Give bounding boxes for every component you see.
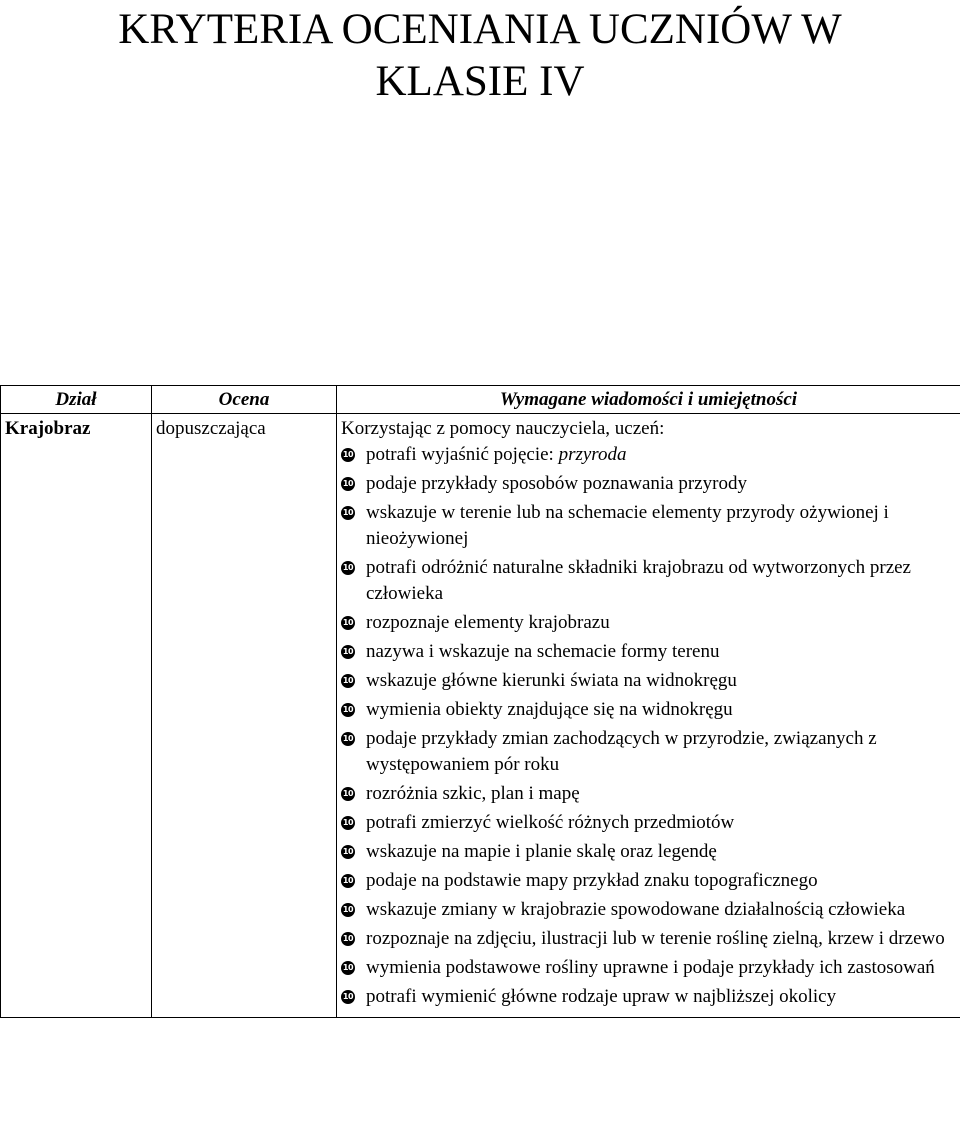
list-item — [341, 610, 960, 636]
list-item — [341, 500, 960, 552]
list-item — [341, 442, 960, 468]
criteria-table — [0, 385, 960, 1018]
bullet-icon: 10 — [341, 990, 355, 1004]
list-item-text: wskazuje zmiany w krajobrazie spowodowane działalnością człowieka — [366, 899, 906, 920]
bullet-icon: 10 — [341, 961, 355, 975]
table-row — [1, 414, 960, 1018]
list-item-text: potrafi odróżnić naturalne składniki krajobrazu od wytworzonych przez człowieka — [366, 557, 911, 604]
list-item — [341, 555, 960, 607]
list-item-text: potrafi wyjaśnić pojęcie: — [366, 444, 559, 465]
bullet-icon: 10 — [341, 932, 355, 946]
bullet-icon: 10 — [341, 506, 355, 520]
list-item — [341, 839, 960, 865]
list-item-text: wskazuje na mapie i planie skalę oraz legendę — [366, 841, 717, 862]
bullet-icon: 10 — [341, 616, 355, 630]
bullet-icon: 10 — [341, 787, 355, 801]
list-item — [341, 697, 960, 723]
header-ocena: Ocena — [152, 386, 337, 414]
list-item-text: potrafi wymienić główne rodzaje upraw w najbliższej okolicy — [366, 986, 837, 1007]
title-line-2: KLASIE IV — [375, 58, 585, 105]
list-item-emphasis: przyroda — [558, 444, 627, 465]
cell-ocena: dopuszczająca — [152, 414, 337, 1018]
list-item — [341, 868, 960, 894]
list-item — [341, 955, 960, 981]
list-item — [341, 897, 960, 923]
list-item-text: podaje przykłady zmian zachodzących w przyrodzie, związanych z występowaniem pór roku — [366, 728, 877, 775]
list-item-text: rozróżnia szkic, plan i mapę — [366, 783, 580, 804]
bullet-icon: 10 — [341, 674, 355, 688]
list-item-text: podaje na podstawie mapy przykład znaku topograficznego — [366, 870, 818, 891]
bullet-icon: 10 — [341, 845, 355, 859]
list-item-text: nazywa i wskazuje na schemacie formy terenu — [366, 641, 720, 662]
list-item — [341, 726, 960, 778]
list-item — [341, 639, 960, 665]
list-item-text: rozpoznaje elementy krajobrazu — [366, 612, 610, 633]
list-item-text: wskazuje w terenie lub na schemacie elementy przyrody ożywionej i nieożywionej — [366, 502, 889, 549]
bullet-icon: 10 — [341, 561, 355, 575]
cell-wymagania — [337, 414, 960, 1018]
list-item — [341, 984, 960, 1010]
requirements-list — [341, 442, 960, 1010]
list-item-text: rozpoznaje na zdjęciu, ilustracji lub w terenie roślinę zielną, krzew i drzewo — [366, 928, 945, 949]
cell-dzial: Krajobraz — [1, 414, 152, 1018]
bullet-icon: 10 — [341, 477, 355, 491]
bullet-icon: 10 — [341, 816, 355, 830]
bullet-icon: 10 — [341, 732, 355, 746]
bullet-icon: 10 — [341, 874, 355, 888]
requirements-intro: Korzystając z pomocy nauczyciela, uczeń: — [341, 418, 665, 439]
header-wymagania: Wymagane wiadomości i umiejętności — [337, 386, 960, 414]
title-line-1: KRYTERIA OCENIANIA UCZNIÓW W — [118, 6, 842, 53]
list-item — [341, 926, 960, 952]
header-dzial: Dział — [1, 386, 152, 414]
list-item — [341, 810, 960, 836]
bullet-icon: 10 — [341, 448, 355, 462]
bullet-icon: 10 — [341, 645, 355, 659]
table-header-row — [1, 386, 960, 414]
bullet-icon: 10 — [341, 903, 355, 917]
list-item-text: podaje przykłady sposobów poznawania przyrody — [366, 473, 747, 494]
list-item-text: potrafi zmierzyć wielkość różnych przedmiotów — [366, 812, 735, 833]
list-item-text: wymienia obiekty znajdujące się na widnokręgu — [366, 699, 733, 720]
list-item-text: wymienia podstawowe rośliny uprawne i podaje przykłady ich zastosowań — [366, 957, 935, 978]
document-title — [0, 4, 960, 108]
list-item-text: wskazuje główne kierunki świata na widnokręgu — [366, 670, 737, 691]
list-item — [341, 668, 960, 694]
list-item — [341, 471, 960, 497]
list-item — [341, 781, 960, 807]
bullet-icon: 10 — [341, 703, 355, 717]
